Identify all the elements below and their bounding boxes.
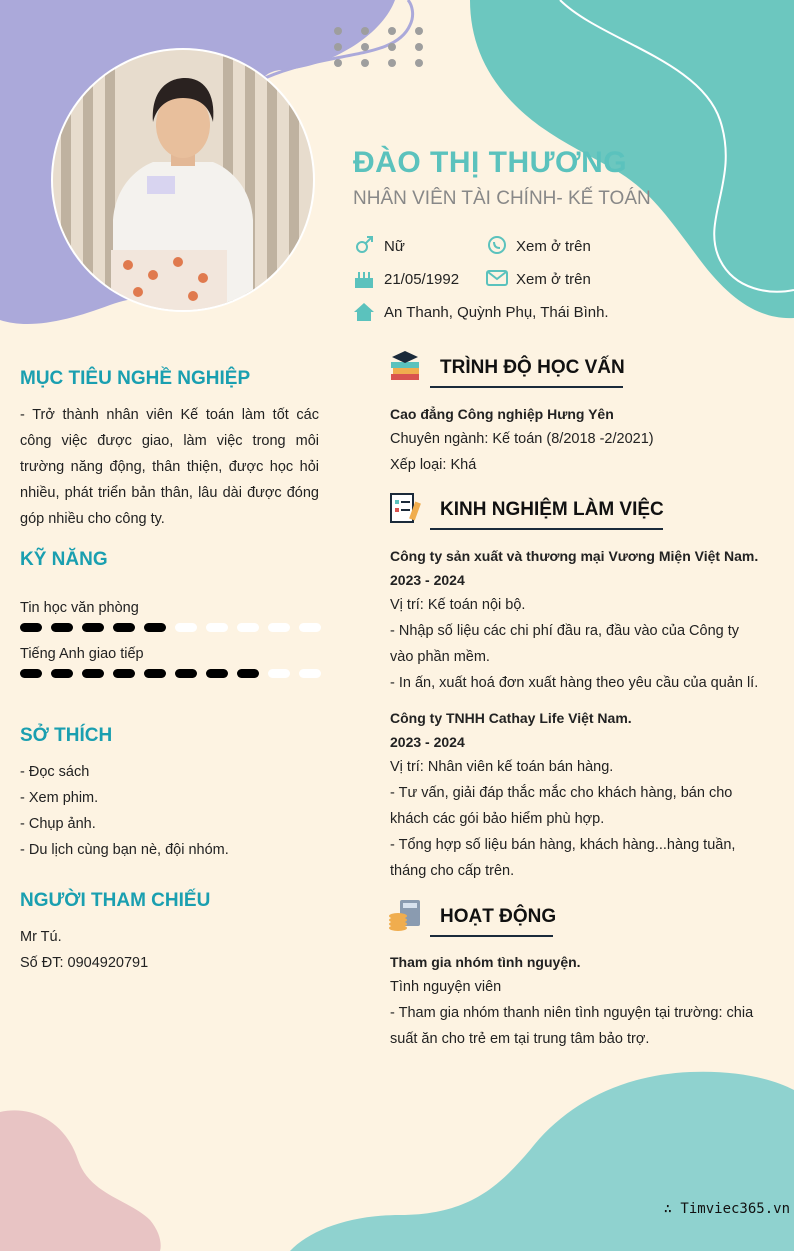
skill-dot-filled	[20, 623, 42, 632]
brand-watermark: ∴ Timviec365.vn	[663, 1201, 790, 1217]
teal-bottom-blob	[290, 1072, 794, 1251]
skill-dot-filled	[113, 669, 135, 678]
skill-dot-empty	[268, 669, 290, 678]
skill-dot-empty	[175, 623, 197, 632]
skill-rating	[20, 623, 321, 632]
skill-dot-filled	[51, 669, 73, 678]
heading-underline	[430, 528, 663, 530]
skill-dot-empty	[237, 623, 259, 632]
activity-title: Tham gia nhóm tình nguyện.	[390, 954, 581, 970]
job-role: Vị trí: Kế toán nội bộ.	[390, 597, 526, 613]
hobbies-list	[20, 759, 229, 863]
education-grade: Xếp loại: Khá	[390, 457, 477, 473]
activity-entry	[390, 950, 765, 1052]
address-value: An Thanh, Quỳnh Phụ, Thái Bình.	[384, 304, 609, 321]
birthday-value: 21/05/1992	[384, 271, 460, 288]
phone-icon	[486, 234, 508, 256]
activity-description: - Tham gia nhóm thanh niên tình nguyện tại trường: chia suất ăn cho trẻ em tại trung tâm bảo trợ.	[390, 1005, 754, 1047]
reference-phone: Số ĐT: 0904920791	[20, 955, 149, 971]
school-name: Cao đẳng Công nghiệp Hưng Yên	[390, 406, 614, 422]
job-role: Vị trí: Nhân viên kế toán bán hàng.	[390, 759, 614, 775]
education-details	[390, 402, 765, 478]
activity-role: Tình nguyện viên	[390, 979, 502, 995]
job-period: 2023 - 2024	[390, 734, 465, 750]
gender-value: Nữ	[384, 238, 405, 255]
reference-heading: NGƯỜI THAM CHIẾU	[20, 890, 211, 911]
job-company: Công ty sản xuất và thương mại Vương Miện Việt Nam.	[390, 548, 759, 564]
gender-icon	[353, 235, 375, 257]
heading-underline	[430, 935, 553, 937]
skill-dot-filled	[206, 669, 228, 678]
job-period: 2023 - 2024	[390, 572, 465, 588]
skill-dot-filled	[113, 623, 135, 632]
profile-photo	[53, 50, 313, 310]
job-duty: - In ấn, xuất hoá đơn xuất hàng theo yêu cầu của quản lí.	[390, 675, 759, 691]
hobbies-heading: SỞ THÍCH	[20, 725, 113, 746]
skill-dot-filled	[82, 669, 104, 678]
heading-underline	[430, 386, 623, 388]
skill-dot-filled	[82, 623, 104, 632]
skill-rating	[20, 669, 321, 678]
checklist-icon	[388, 492, 422, 524]
experience-heading: KINH NGHIỆM LÀM VIỆC	[440, 499, 664, 520]
job-duty: - Tổng hợp số liệu bán hàng, khách hàng...hàng tuần, tháng cho cấp trên.	[390, 837, 736, 879]
activities-heading: HOẠT ĐỘNG	[440, 906, 557, 927]
candidate-name: ĐÀO THỊ THƯƠNG	[353, 146, 628, 179]
list-item: - Đọc sách	[20, 764, 90, 780]
email-icon	[486, 267, 508, 289]
skill-dot-empty	[299, 623, 321, 632]
education-major: Chuyên ngành: Kế toán (8/2018 -2/2021)	[390, 431, 654, 447]
skill-dot-empty	[206, 623, 228, 632]
candidate-position: NHÂN VIÊN TÀI CHÍNH- KẾ TOÁN	[353, 188, 651, 209]
graduation-books-icon	[388, 350, 422, 382]
reference-details	[20, 924, 148, 976]
birthday-cake-icon	[353, 268, 375, 290]
job-company: Công ty TNHH Cathay Life Việt Nam.	[390, 710, 632, 726]
reference-name: Mr Tú.	[20, 929, 62, 945]
skill-dot-filled	[144, 623, 166, 632]
list-item: - Du lịch cùng bạn nè, đội nhóm.	[20, 842, 229, 858]
email-value: Xem ở trên	[516, 271, 591, 288]
job-duty: - Nhập số liệu các chi phí đầu ra, đầu vào của Công ty vào phần mềm.	[390, 623, 740, 665]
job-entry	[390, 706, 765, 884]
skill-dot-filled	[237, 669, 259, 678]
skill-label: Tin học văn phòng	[20, 600, 139, 616]
list-item: - Chụp ảnh.	[20, 816, 96, 832]
skills-heading: KỸ NĂNG	[20, 549, 108, 570]
phone-value: Xem ở trên	[516, 238, 591, 255]
home-icon	[353, 301, 375, 323]
coins-calculator-icon	[388, 898, 422, 932]
skill-dot-empty	[268, 623, 290, 632]
objective-heading: MỤC TIÊU NGHỀ NGHIỆP	[20, 368, 251, 389]
skill-dot-filled	[144, 669, 166, 678]
objective-text: - Trở thành nhân viên Kế toán làm tốt các công việc được giao, làm việc trong môi trường năng động, thân thiện, được học hỏi nhiều, phát triển bản thân, lâu dài được đóng góp nhiều cho công ty.	[20, 407, 319, 527]
skill-dot-filled	[175, 669, 197, 678]
job-duty: - Tư vấn, giải đáp thắc mắc cho khách hàng, bán cho khách các gói bảo hiểm phù hợp.	[390, 785, 733, 827]
job-entry	[390, 544, 765, 696]
education-heading: TRÌNH ĐỘ HỌC VẤN	[440, 357, 625, 378]
pink-bottom-blob	[0, 1110, 161, 1251]
skill-dot-filled	[20, 669, 42, 678]
list-item: - Xem phim.	[20, 790, 99, 806]
skill-label: Tiếng Anh giao tiếp	[20, 646, 144, 662]
skill-dot-empty	[299, 669, 321, 678]
skill-dot-filled	[51, 623, 73, 632]
